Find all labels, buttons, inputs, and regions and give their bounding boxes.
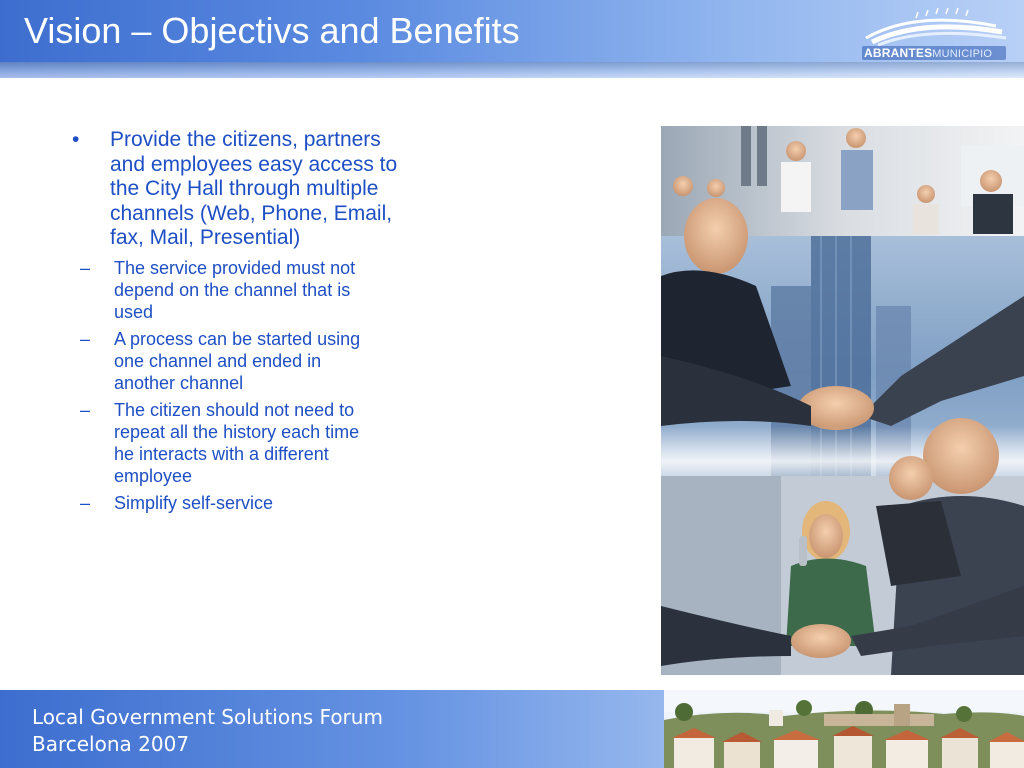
- main-bullet-text: Provide the citizens, partners and employees easy access to the City Hall through multiple channels (Web, Phone, Email, fax, Mail, Presential): [110, 128, 398, 249]
- sub-bullet-item: [30, 257, 372, 323]
- footer-forum-name: Local Government Solutions Forum: [32, 705, 383, 729]
- town-landscape-icon: [664, 690, 1024, 768]
- sub-bullet-list: [30, 257, 410, 514]
- bullet-content: [70, 128, 410, 519]
- logo-suffix: MUNICIPIO: [932, 48, 993, 60]
- sub-bullet-marker: –: [80, 492, 91, 513]
- sub-bullet-marker: –: [80, 257, 91, 278]
- sub-bullet-item: [30, 399, 372, 487]
- slide-title: Vision – Objectivs and Benefits: [24, 10, 520, 51]
- footer-location-year: Barcelona 2007: [32, 732, 190, 756]
- sub-bullet-marker: –: [80, 399, 91, 420]
- header-shadow: [0, 62, 1024, 78]
- sub-bullet-text: The citizen should not need to repeat all the history each time he interacts with a different employee: [114, 399, 360, 486]
- logo-brand: ABRANTES: [864, 46, 933, 60]
- bullet-marker: •: [72, 128, 80, 151]
- logo-wordmark: [864, 46, 992, 60]
- sub-bullet-marker: –: [80, 328, 91, 349]
- sub-bullet-text: The service provided must not depend on the channel that is used: [114, 257, 356, 322]
- handshake-collage-icon: [661, 126, 1024, 675]
- sub-bullet-item: [30, 492, 372, 514]
- sub-bullet-item: [30, 328, 372, 394]
- sub-bullet-text: Simplify self-service: [114, 492, 274, 513]
- sub-bullet-text: A process can be started using one channel and ended in another channel: [114, 328, 361, 393]
- main-bullet: [70, 128, 410, 251]
